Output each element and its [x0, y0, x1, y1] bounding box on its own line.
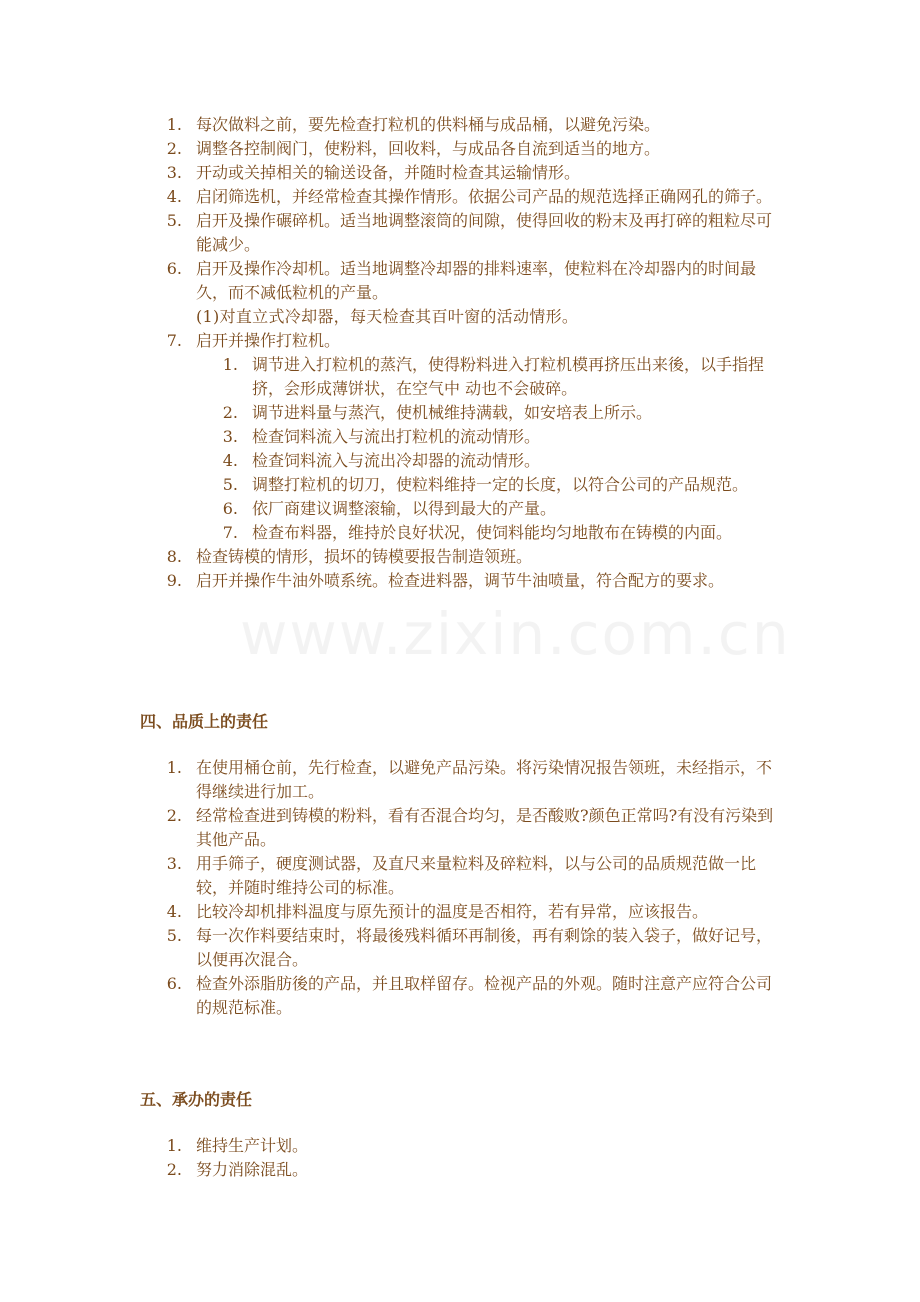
sub-list-number: 3. [222, 427, 238, 446]
list-text: 启闭筛选机，并经常检查其操作情形。依据公司产品的规范选择正确网孔的筛子。 [196, 187, 773, 206]
list-text: 每一次作料要结束时，将最後残料循环再制後，再有剩馀的装入袋子，做好记号，以便再次混合。 [196, 926, 773, 969]
sub-list-number: 4. [222, 451, 238, 470]
sub-list-text: 调节进料量与蒸汽，使机械维持满载，如安培表上所示。 [252, 403, 653, 422]
list-number: 1. [166, 758, 182, 777]
list-text: 在使用桶仓前，先行检查，以避免产品污染。将污染情况报告领班，未经指示，不得继续进行加工。 [196, 758, 773, 801]
list-number: 5. [166, 211, 182, 230]
list-number: 2. [166, 139, 182, 158]
sub-list-text: 检查饲料流入与流出打粒机的流动情形。 [252, 427, 541, 446]
list-number: 7. [166, 331, 182, 350]
sub-list-number: 1. [222, 355, 238, 374]
list-number: 2. [166, 806, 182, 825]
section4-heading: 四、品质上的责任 [140, 712, 269, 731]
list-text: 启开并操作牛油外喷系统。检查进料器，调节牛油喷量，符合配方的要求。 [196, 571, 725, 590]
list-item [0, 804, 920, 852]
list-number: 4. [166, 187, 182, 206]
list-text: 启开及操作碾碎机。适当地调整滚筒的间隙，使得回收的粉末及再打碎的粗粒尽可能减少。 [196, 211, 773, 254]
watermark: www.zixin.com.cn [240, 600, 791, 668]
list-text: 调整各控制阀门，使粉料，回收料，与成品各自流到适当的地方。 [196, 139, 661, 158]
list-number: 1. [166, 1136, 182, 1155]
section3-list [0, 113, 920, 593]
list-item [0, 1158, 920, 1182]
list-item [0, 161, 920, 185]
sub-list-text: 调整打粒机的切刀，使粒料维持一定的长度，以符合公司的产品规范。 [252, 475, 749, 494]
sub-list-text: 检查饲料流入与流出冷却器的流动情形。 [252, 451, 541, 470]
sub-list-item [0, 401, 920, 425]
list-item [0, 185, 920, 209]
list-number: 9. [166, 571, 182, 590]
sub-list-item [0, 521, 920, 545]
list-number: 6. [166, 974, 182, 993]
subnote-text: (1)对直立式冷却器，每天检查其百叶窗的活动情形。 [196, 307, 579, 326]
sub-list-number: 2. [222, 403, 238, 422]
list-text: 启开及操作冷却机。适当地调整冷却器的排料速率，使粒料在冷却器内的时间最久，而不减低粒机的产量。 [196, 259, 757, 302]
list-item [0, 924, 920, 972]
list-number: 3. [166, 163, 182, 182]
list-item [0, 137, 920, 161]
sub-list-item [0, 449, 920, 473]
list-number: 4. [166, 902, 182, 921]
sub-list-text: 调节进入打粒机的蒸汽，使得粉料进入打粒机模再挤压出来後，以手指捏挤，会形成薄饼状，在空气中 动也不会破碎。 [252, 355, 765, 398]
list-number: 5. [166, 926, 182, 945]
list-item [0, 900, 920, 924]
sub-list-item [0, 353, 920, 401]
section4-list [0, 756, 920, 1020]
sub-list-item [0, 473, 920, 497]
list-text: 经常检查进到铸模的粉料，看有否混合均匀，是否酸败?颜色正常吗?有没有污染到其他产品。 [196, 806, 774, 849]
list-item [0, 852, 920, 900]
list-text: 启开并操作打粒机。 [196, 331, 341, 350]
list-text: 检查外添脂肪後的产品，并且取样留存。检视产品的外观。随时注意产应符合公司的规范标准。 [196, 974, 773, 1017]
list-item [0, 329, 920, 353]
list-item [0, 972, 920, 1020]
list-item [0, 756, 920, 804]
list-text: 努力消除混乱。 [196, 1160, 309, 1179]
list-text: 检查铸模的情形，损坏的铸模要报告制造领班。 [196, 547, 533, 566]
sub-list-text: 依厂商建议调整滚输，以得到最大的产量。 [252, 499, 557, 518]
list-item [0, 545, 920, 569]
list-item [0, 113, 920, 137]
sub-list-text: 检查布料器，维持於良好状况，使饲料能均匀地散布在铸模的内面。 [252, 523, 733, 542]
list-item [0, 257, 920, 305]
list-text: 用手筛子，硬度测试器，及直尺来量粒料及碎粒料，以与公司的品质规范做一比较，并随时维持公司的标准。 [196, 854, 757, 897]
sub-list-item [0, 497, 920, 521]
list-text: 维持生产计划。 [196, 1136, 309, 1155]
section5-list [0, 1134, 920, 1182]
list-number: 3. [166, 854, 182, 873]
list-number: 1. [166, 115, 182, 134]
list-item [0, 209, 920, 257]
list-text: 比较冷却机排料温度与原先预计的温度是否相符，若有异常，应该报告。 [196, 902, 709, 921]
sub-list-item [0, 425, 920, 449]
list-text: 开动或关掉相关的输送设备，并随时检查其运输情形。 [196, 163, 581, 182]
list-number: 6. [166, 259, 182, 278]
list-subnote [0, 305, 920, 329]
section5-heading: 五、承办的责任 [140, 1090, 253, 1109]
sub-list-number: 6. [222, 499, 238, 518]
sub-list-number: 7. [222, 523, 238, 542]
list-item [0, 569, 920, 593]
list-item [0, 1134, 920, 1158]
sub-list-number: 5. [222, 475, 238, 494]
list-text: 每次做料之前，要先检查打粒机的供料桶与成品桶，以避免污染。 [196, 115, 661, 134]
list-number: 2. [166, 1160, 182, 1179]
list-number: 8. [166, 547, 182, 566]
